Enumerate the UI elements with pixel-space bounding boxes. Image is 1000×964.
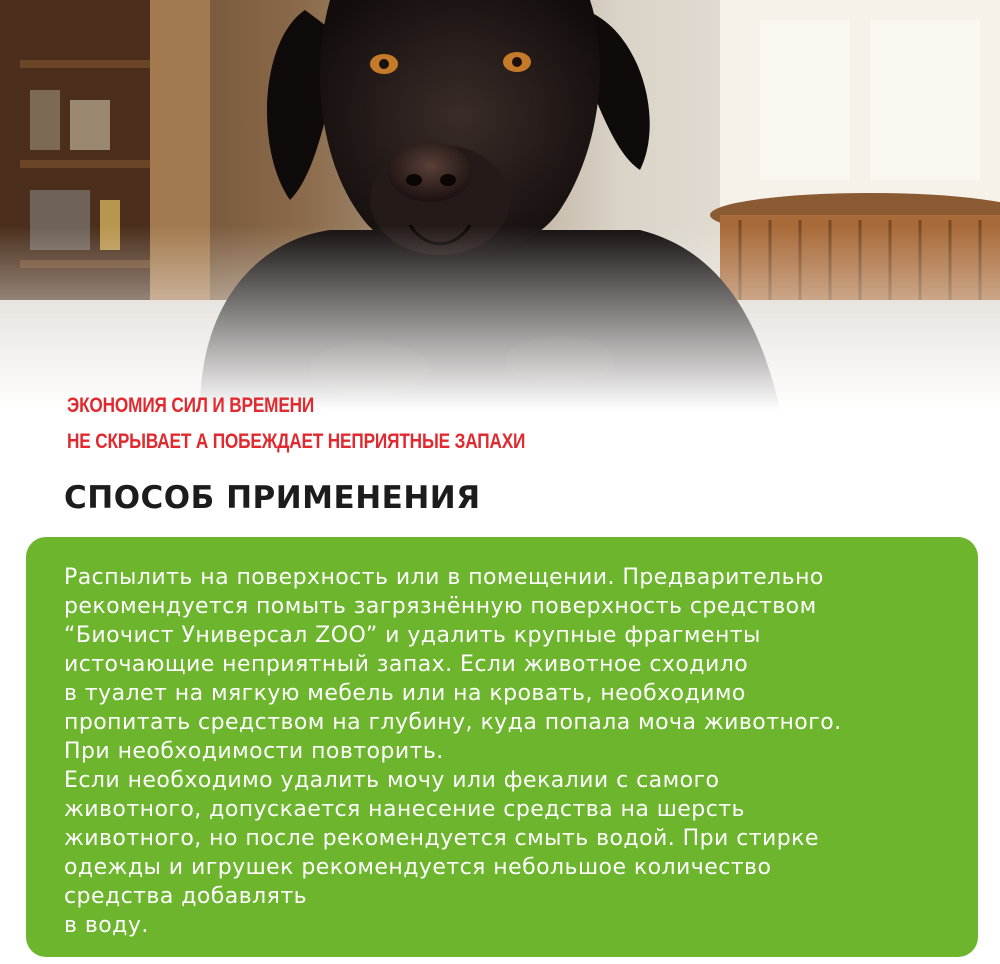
feature-highlights: [67, 394, 626, 466]
instructions-paragraph-2: Если необходимо удалить мочу или фекалии с самого животного, допускается нанесение средства на шерсть животного, но после рекомендуется смыть водой. При стирке одежды и игрушек рекомендуется небольшое количество средства добавлять в воду.: [64, 768, 819, 938]
dog-illustration: [0, 0, 1000, 410]
highlight-time-saving: ЭКОНОМИЯ СИЛ И ВРЕМЕНИ: [67, 394, 315, 417]
highlight-odor-elimination: НЕ СКРЫВАЕТ А ПОБЕЖДАЕТ НЕПРИЯТНЫЕ ЗАПАХИ: [67, 430, 526, 453]
instructions-card: [26, 537, 978, 957]
hero-photo-dog: [0, 0, 1000, 410]
section-heading: СПОСОБ ПРИМЕНЕНИЯ: [64, 480, 481, 516]
instructions-paragraph-1: Распылить на поверхность или в помещении. Предварительно рекомендуется помыть загрязнённую поверхность средством “Биочист Универсал ZOO” и удалить крупные фрагменты источающие неприятный запах. Если животное сходило в туалет на мягкую мебель или на кровать, необходимо пропитать средством на глубину, куда попала моча животного. При необходимости повторить.: [64, 565, 842, 764]
